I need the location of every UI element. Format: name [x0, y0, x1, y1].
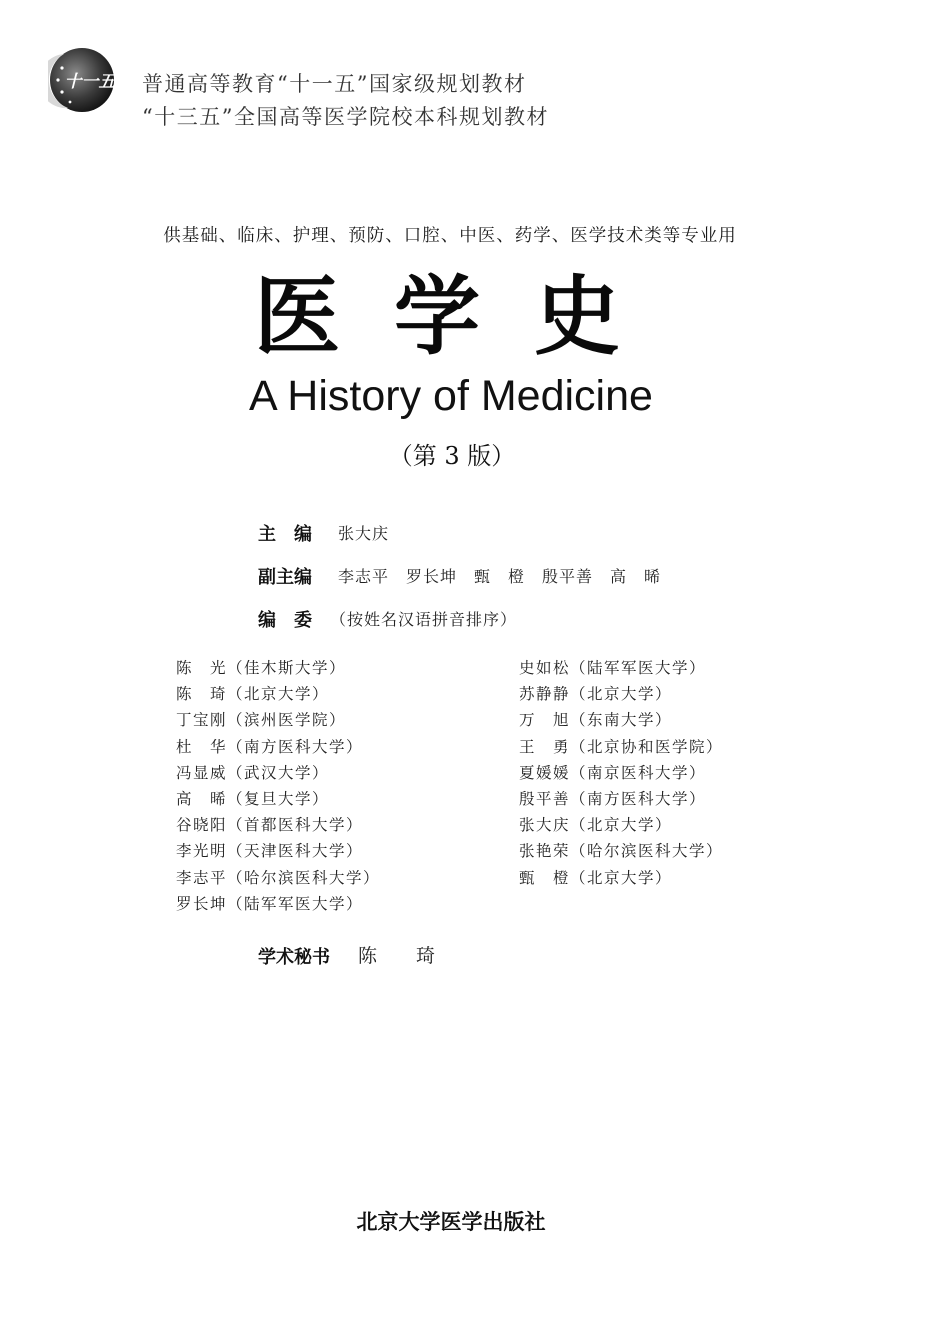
- audience-line: 供基础、临床、护理、预防、口腔、中医、药学、医学技术类等专业用: [163, 226, 737, 246]
- deputy-editor-names: 李志平 罗长坤 甄 橙 殷平善 高 晞: [338, 567, 662, 586]
- series-line-1: 普通高等教育“十一五”国家级规划教材: [142, 72, 527, 96]
- series-logo: [48, 46, 120, 114]
- member-entry: 甄 橙（北京大学）: [519, 868, 673, 887]
- member-entry: 谷晓阳（首都医科大学）: [176, 816, 364, 835]
- series-line-2: “十三五”全国高等医学院校本科规划教材: [142, 105, 549, 129]
- secretary-label: 学术秘书: [258, 947, 330, 967]
- member-entry: 丁宝刚（滨州医学院）: [176, 711, 347, 730]
- publisher-name: 北京大学医学出版社: [356, 1211, 546, 1234]
- chief-editor-label: 主 编: [258, 524, 312, 544]
- member-entry: 杜 华（南方医科大学）: [176, 737, 364, 756]
- member-entry: 陈 光（佳木斯大学）: [176, 659, 347, 677]
- member-entry: 张艳荣（哈尔滨医科大学）: [519, 842, 724, 861]
- member-entry: 陈 琦（北京大学）: [176, 685, 330, 704]
- member-entry: 史如松（陆军军医大学）: [519, 659, 707, 677]
- member-entry: 张大庆（北京大学）: [519, 816, 673, 835]
- title-english: A History of Medicine: [249, 372, 653, 420]
- edition-label: （第 3 版）: [388, 442, 516, 470]
- board-note: （按姓名汉语拼音排序）: [330, 610, 518, 629]
- chief-editor-name: 张大庆: [338, 524, 390, 543]
- member-entry: 王 勇（北京协和医学院）: [519, 737, 724, 756]
- member-entry: 李志平（哈尔滨医科大学）: [176, 868, 381, 887]
- member-entry: 冯显威（武汉大学）: [176, 763, 330, 782]
- member-entry: 夏媛媛（南京医科大学）: [519, 763, 707, 782]
- member-entry: 高 晞（复旦大学）: [176, 789, 330, 808]
- member-entry: 李光明（天津医科大学）: [176, 842, 364, 861]
- secretary-name: 陈 琦: [358, 945, 446, 967]
- member-entry: 苏静静（北京大学）: [519, 685, 673, 704]
- members-right-column: [519, 655, 723, 891]
- member-entry: 万 旭（东南大学）: [519, 711, 673, 730]
- members-left-column: [176, 655, 380, 917]
- logo-text: 十一五: [64, 72, 116, 92]
- board-label: 编 委: [258, 610, 312, 630]
- member-entry: 罗长坤（陆军军医大学）: [176, 894, 364, 913]
- deputy-editor-label: 副主编: [258, 567, 312, 587]
- title-chinese: 医学史: [254, 266, 674, 367]
- member-entry: 殷平善（南方医科大学）: [519, 789, 707, 808]
